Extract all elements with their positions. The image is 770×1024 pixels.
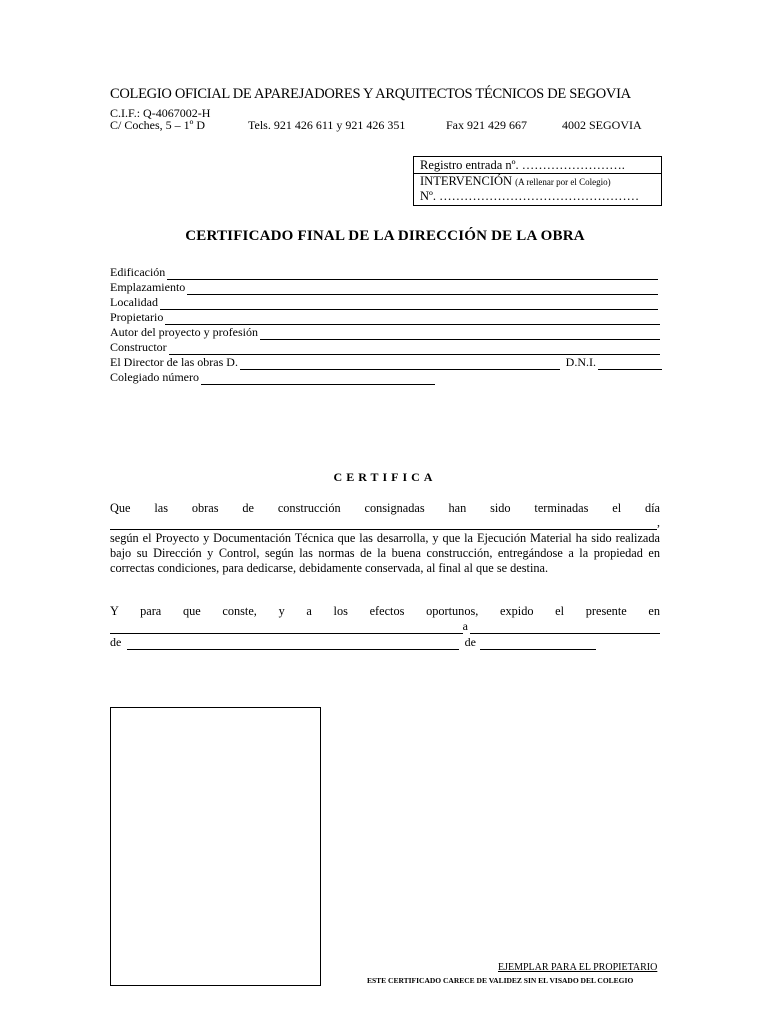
fax: Fax 921 429 667: [446, 118, 527, 132]
body-line-1: Que las obras de construcción consignadas han sido terminadas el día: [110, 501, 660, 515]
validity-notice: ESTE CERTIFICADO CARECE DE VALIDEZ SIN EL VISADO DEL COLEGIO: [367, 976, 634, 985]
field-edificacion[interactable]: [110, 266, 658, 280]
field-autor[interactable]: [110, 326, 660, 340]
de-label-1: de: [110, 635, 122, 649]
phones: Tels. 921 426 611 y 921 426 351: [248, 118, 406, 132]
registry-entry[interactable]: Registro entrada nº. …………………….: [414, 158, 661, 174]
edificacion-input[interactable]: [167, 269, 658, 280]
field-localidad[interactable]: [110, 296, 658, 310]
localidad-label: Localidad: [110, 295, 158, 309]
month-input[interactable]: [127, 639, 458, 650]
director-label: El Director de las obras D.: [110, 355, 238, 369]
field-constructor[interactable]: [110, 341, 660, 355]
emplazamiento-input[interactable]: [187, 284, 658, 295]
day-input[interactable]: [470, 623, 660, 634]
constructor-input[interactable]: [169, 344, 660, 355]
completion-date-input[interactable]: [110, 519, 657, 530]
intervention-label: INTERVENCIÓN: [420, 174, 513, 188]
intervention-number[interactable]: Nº. …………………………………………: [420, 189, 640, 203]
dni-input[interactable]: [598, 359, 662, 370]
cif: C.I.F.: Q-4067002-H: [110, 106, 211, 120]
address: C/ Coches, 5 – 1º D: [110, 118, 206, 132]
org-name: COLEGIO OFICIAL DE APAREJADORES Y ARQUITECTOS TÉCNICOS DE SEGOVIA: [110, 86, 631, 102]
colegiado-label: Colegiado número: [110, 370, 199, 384]
colegiado-input[interactable]: [201, 374, 435, 385]
closing-line: Y para que conste, y a los efectos oportunos, expido el presente en: [110, 604, 660, 618]
propietario-input[interactable]: [165, 314, 660, 325]
field-director[interactable]: [110, 356, 662, 370]
director-input[interactable]: [240, 359, 560, 370]
autor-input[interactable]: [260, 329, 660, 340]
intervention-line: [420, 174, 657, 189]
a-label: a: [462, 619, 468, 633]
field-propietario[interactable]: [110, 311, 660, 325]
dni-label: D.N.I.: [565, 355, 596, 369]
propietario-label: Propietario: [110, 310, 164, 324]
date-comma: ,: [657, 515, 660, 529]
constructor-label: Constructor: [110, 340, 167, 354]
document-title: CERTIFICADO FINAL DE LA DIRECCIÓN DE LA OBRA: [185, 228, 585, 244]
field-emplazamiento[interactable]: [110, 281, 658, 295]
copy-label: EJEMPLAR PARA EL PROPIETARIO: [498, 962, 658, 973]
registry-box: [413, 156, 662, 206]
autor-label: Autor del proyecto y profesión: [110, 325, 258, 339]
body-paragraph: según el Proyecto y Documentación Técnica que las desarrolla, y que la Ejecución Material ha sido realizada bajo su Dirección y Control, según las normas de la buena construcción, entregándose a la propiedad en correctas condiciones, para dedicarse, debidamente conservada, al final al que se destina.: [110, 531, 660, 576]
localidad-input[interactable]: [160, 299, 658, 310]
date-line[interactable]: [110, 636, 596, 650]
city: 4002 SEGOVIA: [562, 118, 642, 132]
emplazamiento-label: Emplazamiento: [110, 280, 186, 294]
intervention-note: (A rellenar por el Colegio): [515, 177, 611, 187]
edificacion-label: Edificación: [110, 265, 166, 279]
place-input[interactable]: [110, 623, 463, 634]
de-label-2: de: [464, 635, 476, 649]
body-date-line[interactable]: [110, 516, 660, 530]
field-colegiado[interactable]: [110, 371, 435, 385]
certifica-heading: CERTIFICA: [333, 470, 437, 484]
year-input[interactable]: [480, 639, 596, 650]
place-line[interactable]: [110, 620, 660, 634]
signature-box[interactable]: [110, 707, 321, 986]
